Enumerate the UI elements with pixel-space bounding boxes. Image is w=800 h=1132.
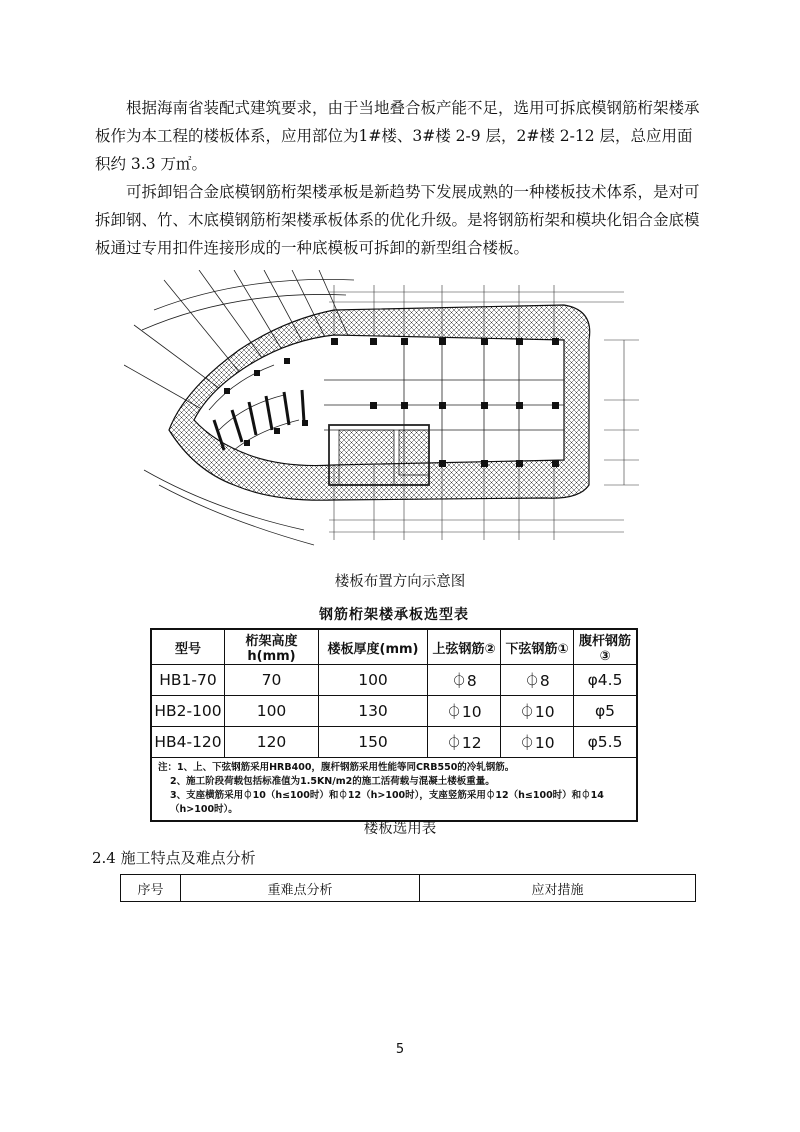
note-line: 注：1、上、下弦钢筋采用HRB400，腹杆钢筋采用性能等同CRB550的冷轧钢筋。 bbox=[158, 762, 515, 773]
header-cell: 重难点分析 bbox=[181, 875, 420, 902]
cell: ⏀12 bbox=[428, 727, 501, 758]
table-row bbox=[151, 665, 637, 696]
floor-plan-drawing bbox=[124, 270, 644, 560]
cell: HB2-100 bbox=[151, 696, 225, 727]
table-header-row bbox=[151, 629, 637, 665]
cell: 130 bbox=[319, 696, 428, 727]
header-cell: 桁架高度h(mm) bbox=[225, 629, 319, 665]
header-cell: 应对措施 bbox=[420, 875, 696, 902]
header-cell: 序号 bbox=[121, 875, 181, 902]
table-notes-row bbox=[151, 758, 637, 822]
table-caption: 楼板选用表 bbox=[363, 821, 437, 837]
header-cell: 楼板厚度(mm) bbox=[319, 629, 428, 665]
paragraph-1: 根据海南省装配式建筑要求，由于当地叠合板产能不足，选用可拆底模钢筋桁架楼承板作为本工程的楼板体系，应用部位为1#楼、3#楼 2-9 层，2#楼 2-12 层，总应用面积约 3.3 万㎡。 bbox=[95, 99, 700, 173]
table-row bbox=[151, 696, 637, 727]
section-title: 2.4 施工特点及难点分析 bbox=[92, 849, 256, 867]
note-line: 2、施工阶段荷载包括标准值为1.5KN/m2的施工活荷载与混凝土楼板重量。 bbox=[170, 776, 495, 787]
difficulty-table bbox=[120, 874, 696, 902]
cell: 70 bbox=[225, 665, 319, 696]
paragraph-2: 可拆卸铝合金底模钢筋桁架楼承板是新趋势下发展成熟的一种楼板技术体系，是对可拆卸钢、竹、木底模钢筋桁架楼承板体系的优化升级。是将钢筋桁架和模块化铝合金底模板通过专用扣件连接形成的一种底模板可拆卸的新型组合楼板。 bbox=[95, 183, 700, 257]
cell: ⏀8 bbox=[501, 665, 574, 696]
cell: ⏀8 bbox=[428, 665, 501, 696]
cell: ⏀10 bbox=[501, 696, 574, 727]
cell: 100 bbox=[225, 696, 319, 727]
cell: 120 bbox=[225, 727, 319, 758]
selection-table bbox=[150, 628, 638, 822]
table-row bbox=[151, 727, 637, 758]
cell: φ5.5 bbox=[574, 727, 638, 758]
page-number: 5 bbox=[395, 1042, 405, 1057]
cell: φ4.5 bbox=[574, 665, 638, 696]
header-cell: 腹杆钢筋③ bbox=[574, 629, 638, 665]
table-notes bbox=[151, 758, 637, 822]
selection-table-block bbox=[150, 604, 638, 822]
note-line: 3、支座横筋采用⏀10（h≤100时）和⏀12（h>100时），支座竖筋采用⏀12（h≤100时）和⏀14（h>100时）。 bbox=[170, 790, 604, 815]
cell: φ5 bbox=[574, 696, 638, 727]
cell: ⏀10 bbox=[428, 696, 501, 727]
cell: HB1-70 bbox=[151, 665, 225, 696]
header-cell: 下弦钢筋① bbox=[501, 629, 574, 665]
header-cell: 上弦钢筋② bbox=[428, 629, 501, 665]
cell: 100 bbox=[319, 665, 428, 696]
header-cell: 型号 bbox=[151, 629, 225, 665]
figure-caption: 楼板布置方向示意图 bbox=[334, 574, 466, 590]
cell: HB4-120 bbox=[151, 727, 225, 758]
selection-table-title: 钢筋桁架楼承板选型表 bbox=[319, 607, 469, 623]
cell: 150 bbox=[319, 727, 428, 758]
table-header-row bbox=[121, 875, 696, 902]
cell: ⏀10 bbox=[501, 727, 574, 758]
